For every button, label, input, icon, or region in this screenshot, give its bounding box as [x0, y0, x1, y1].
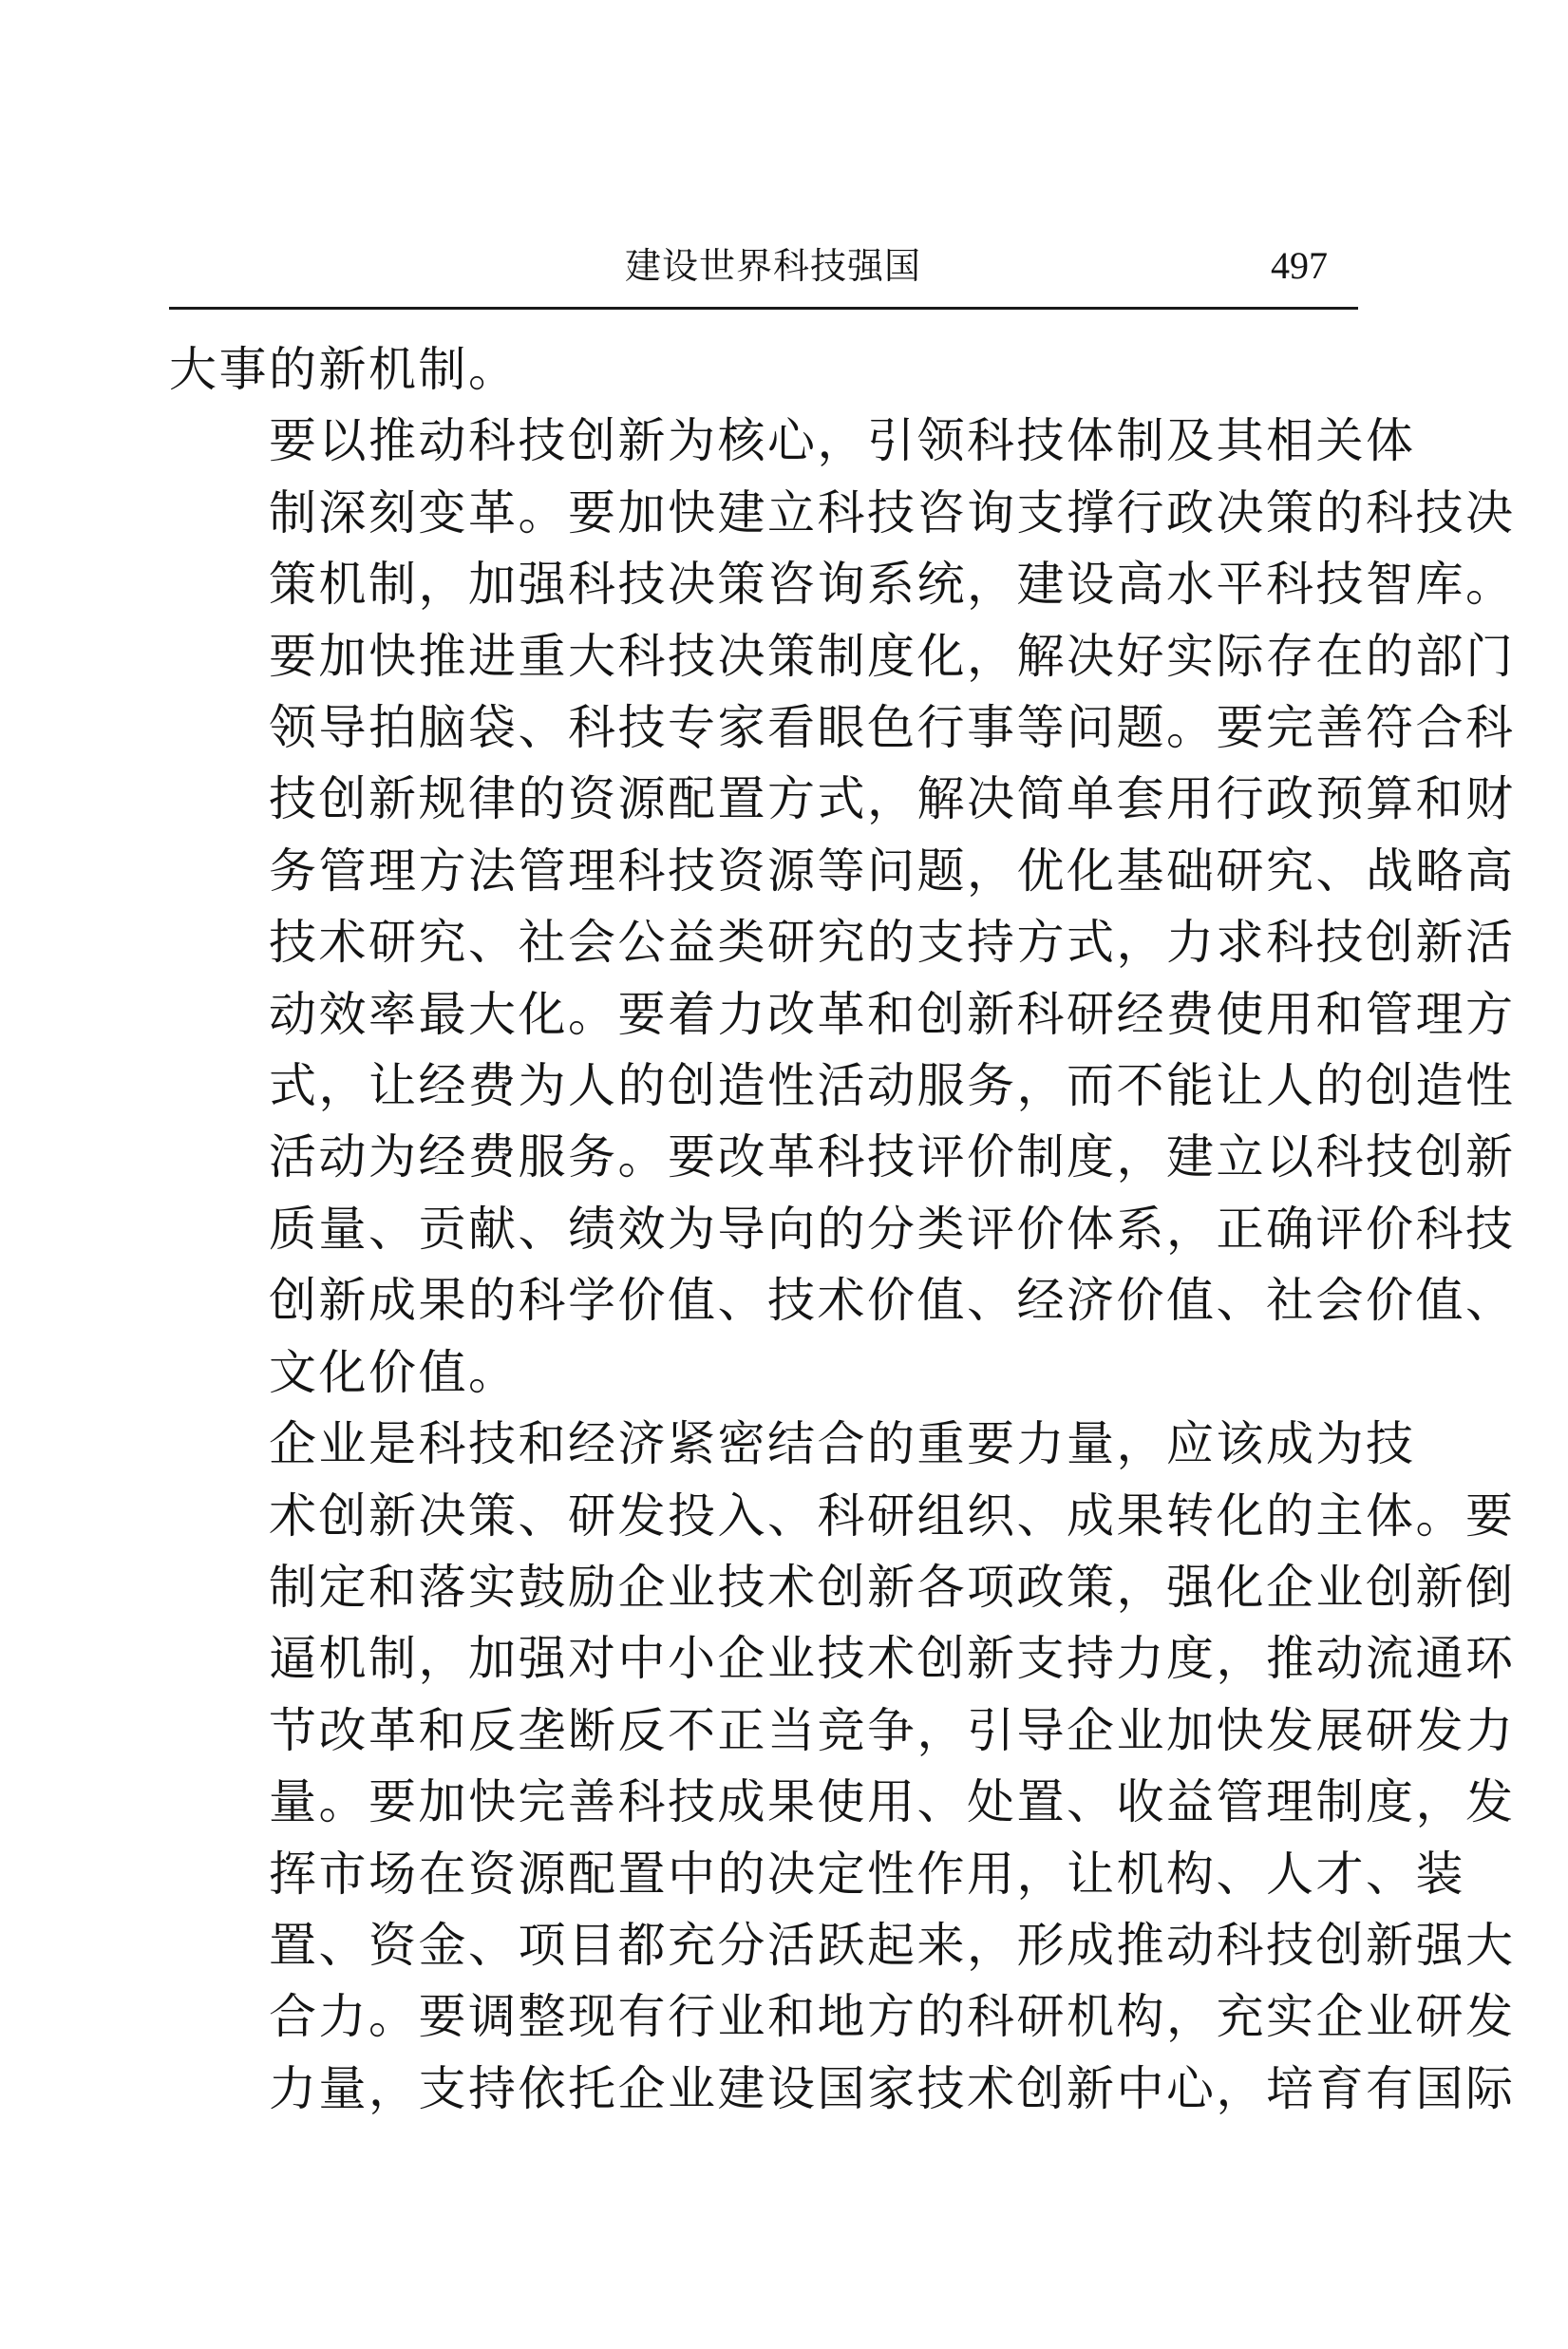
- body-paragraph: [169, 1409, 1516, 2125]
- text-line: 要加快推进重大科技决策制度化，解决好实际存在的部门: [269, 628, 1516, 684]
- text-line: 节改革和反垄断反不正当竞争，引导企业加快发展研发力: [269, 1702, 1516, 1758]
- text-line: 大事的新机制。: [169, 342, 519, 397]
- text-line: 企业是科技和经济紧密结合的重要力量，应该成为技: [269, 1416, 1416, 1472]
- text-line: 领导拍脑袋、科技专家看眼色行事等问题。要完善符合科: [269, 700, 1516, 756]
- text-line: 务管理方法管理科技资源等问题，优化基础研究、战略高: [269, 843, 1516, 899]
- page-header: [169, 233, 1358, 310]
- text-line: 制定和落实鼓励企业技术创新各项政策，强化企业创新倒: [269, 1559, 1516, 1615]
- text-line: 质量、贡献、绩效为导向的分类评价体系，正确评价科技: [269, 1201, 1516, 1257]
- text-line: 动效率最大化。要着力改革和创新科研经费使用和管理方: [269, 986, 1516, 1042]
- text-line: 挥市场在资源配置中的决定性作用，让机构、人才、装: [269, 1846, 1465, 1902]
- text-line: 技创新规律的资源配置方式，解决简单套用行政预算和财: [269, 771, 1516, 827]
- body-paragraph: [169, 406, 1516, 1409]
- text-line: 策机制，加强科技决策咨询系统，建设高水平科技智库。: [269, 557, 1516, 613]
- text-line: 量。要加快完善科技成果使用、处置、收益管理制度，发: [269, 1774, 1516, 1830]
- text-line: 力量，支持依托企业建设国家技术创新中心，培育有国际: [269, 2060, 1516, 2116]
- text-line: 逼机制，加强对中小企业技术创新支持力度，推动流通环: [269, 1631, 1516, 1687]
- text-line: 式，让经费为人的创造性活动服务，而不能让人的创造性: [269, 1058, 1516, 1114]
- text-line: 技术研究、社会公益类研究的支持方式，力求科技创新活: [269, 915, 1516, 971]
- text-line: 要以推动科技创新为核心，引领科技体制及其相关体: [269, 413, 1416, 469]
- body-paragraph: [169, 334, 1366, 406]
- text-line: 文化价值。: [269, 1344, 519, 1400]
- page-number: 497: [1271, 244, 1328, 287]
- text-line: 术创新决策、研发投入、科研组织、成果转化的主体。要: [269, 1487, 1516, 1544]
- text-line: 活动为经费服务。要改革科技评价制度，建立以科技创新: [269, 1129, 1516, 1185]
- text-line: 置、资金、项目都充分活跃起来，形成推动科技创新强大: [269, 1917, 1516, 1973]
- text-line: 制深刻变革。要加快建立科技咨询支撑行政决策的科技决: [269, 484, 1516, 540]
- text-line: 创新成果的科学价值、技术价值、经济价值、社会价值、: [269, 1273, 1516, 1329]
- page-body: [169, 334, 1516, 2125]
- running-title: 建设世界科技强国: [625, 245, 922, 287]
- text-line: 合力。要调整现有行业和地方的科研机构，充实企业研发: [269, 1989, 1516, 2045]
